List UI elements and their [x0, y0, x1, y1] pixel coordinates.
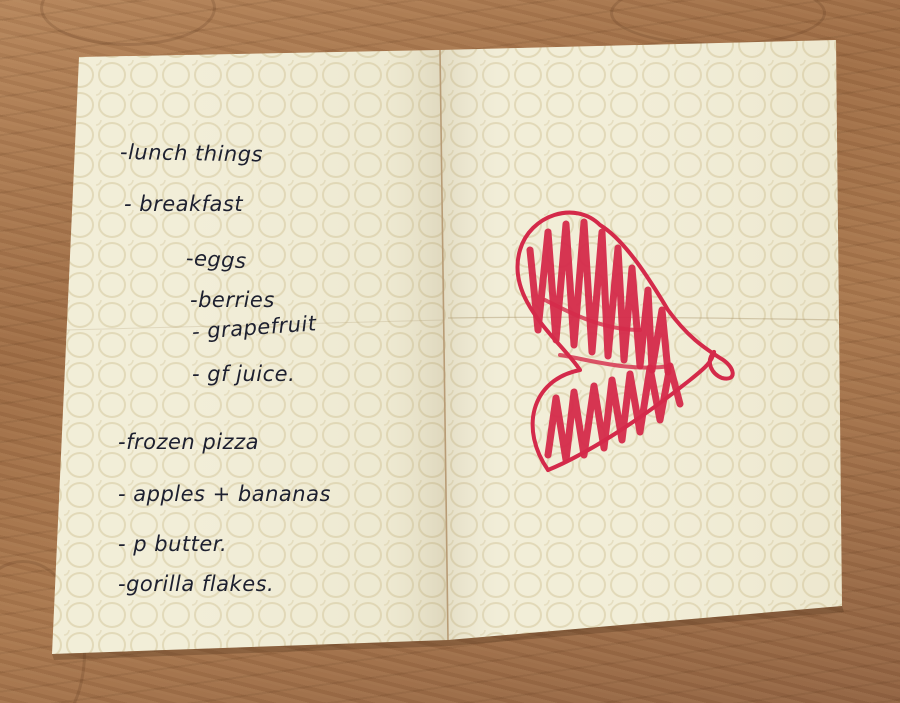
list-item-berries: -berries: [190, 288, 275, 312]
list-item-gorilla-flakes: -gorilla flakes.: [118, 572, 275, 596]
list-item-grapefruit: - grapefruit: [191, 311, 318, 344]
list-item-gf-juice: - gf juice.: [192, 362, 296, 386]
list-item-frozen-pizza: -frozen pizza: [118, 430, 259, 454]
list-item-breakfast: - breakfast: [124, 192, 244, 216]
list-item-lunch-things: -lunch things: [119, 140, 264, 167]
list-item-p-butter: - p butter.: [118, 532, 228, 556]
list-item-apples-bananas: - apples + bananas: [118, 482, 331, 506]
list-item-eggs: -eggs: [185, 246, 248, 274]
